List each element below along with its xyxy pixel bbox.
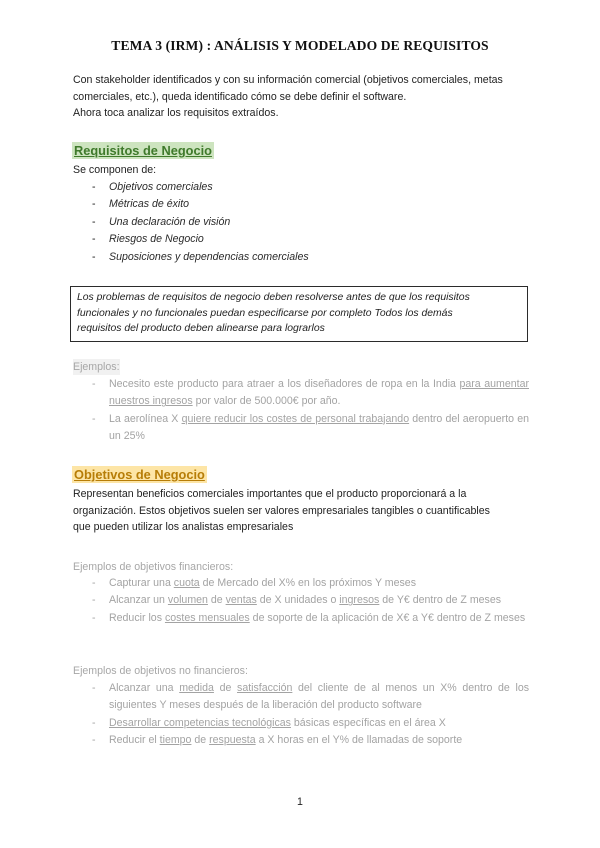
list-item: - Alcanzar una medida de satisfacción del cliente de al menos un X% dentro de los siguientes Y meses después de la liberación del producto software xyxy=(92,682,530,712)
intro-paragraph xyxy=(73,72,533,122)
list-item: - Objetivos comerciales xyxy=(92,181,213,193)
list-item: - Métricas de éxito xyxy=(92,198,190,211)
description-line: que pueden utilizar los analistas empresariales xyxy=(73,521,294,533)
intro-line: Ahora toca analizar los requisitos extraídos. xyxy=(73,107,279,119)
list-item: - Suposiciones y dependencias comerciales xyxy=(92,250,309,263)
non-financial-examples-label: Ejemplos de objetivos no financieros: xyxy=(73,665,248,677)
list-item: - Alcanzar un volumen de ventas de X unidades o ingresos de Y€ dentro de Z meses xyxy=(92,594,502,607)
section-heading-requisitos: Requisitos de Negocio xyxy=(74,143,212,158)
intro-line: Con stakeholder identificados y con su información comercial (objetivos comerciales, metas xyxy=(73,74,503,86)
note-box xyxy=(70,286,528,342)
financial-examples-list xyxy=(73,575,529,627)
non-financial-examples-list xyxy=(73,680,529,750)
page-title: TEMA 3 (IRM) : ANÁLISIS Y MODELADO DE REQUISITOS xyxy=(111,38,489,53)
section-heading-objetivos: Objetivos de Negocio xyxy=(74,467,205,482)
list-item: - La aerolínea X quiere reducir los costes de personal trabajando dentro del aeropuerto en un 25% xyxy=(92,412,529,443)
page-number: 1 xyxy=(297,796,303,808)
examples-list xyxy=(73,376,529,446)
list-item: - Capturar una cuota de Mercado del X% en los próximos Y meses xyxy=(92,577,417,589)
list-item: - Riesgos de Negocio xyxy=(92,233,204,246)
intro-line: comerciales, etc.), queda identificado cómo se debe definir el software. xyxy=(73,90,407,103)
list-item: - Desarrollar competencias tecnológicas básicas específicas en el área X xyxy=(92,716,446,729)
description-line: Representan beneficios comerciales importantes que el producto proporcionará a la xyxy=(73,488,467,500)
list-item: - Una declaración de visión xyxy=(92,215,231,228)
list-item: - Reducir los costes mensuales de soporte de la aplicación de X€ a Y€ dentro de Z meses xyxy=(92,611,526,624)
objetivos-description xyxy=(73,486,533,536)
requisitos-intro: Se componen de: xyxy=(73,164,157,176)
list-item: - Necesito este producto para atraer a los diseñadores de ropa en la India para aumentar nuestros ingresos por valor de 500.000€ por año. xyxy=(92,378,529,408)
description-line: organización. Estos objetivos suelen ser valores empresariales tangibles o cuantificables xyxy=(73,504,490,517)
note-line: requisitos del producto deben alinearse para lograrlos xyxy=(77,323,325,334)
requisitos-list xyxy=(73,179,529,266)
note-line: funcionales y no funcionales puedan especificarse por completo Todos los demás xyxy=(77,307,453,319)
financial-examples-label: Ejemplos de objetivos financieros: xyxy=(73,561,234,573)
examples-label: Ejemplos: xyxy=(73,361,120,373)
list-item: - Reducir el tiempo de respuesta a X horas en el Y% de llamadas de soporte xyxy=(92,734,463,747)
note-line: Los problemas de requisitos de negocio deben resolverse antes de que los requisitos xyxy=(77,292,470,303)
